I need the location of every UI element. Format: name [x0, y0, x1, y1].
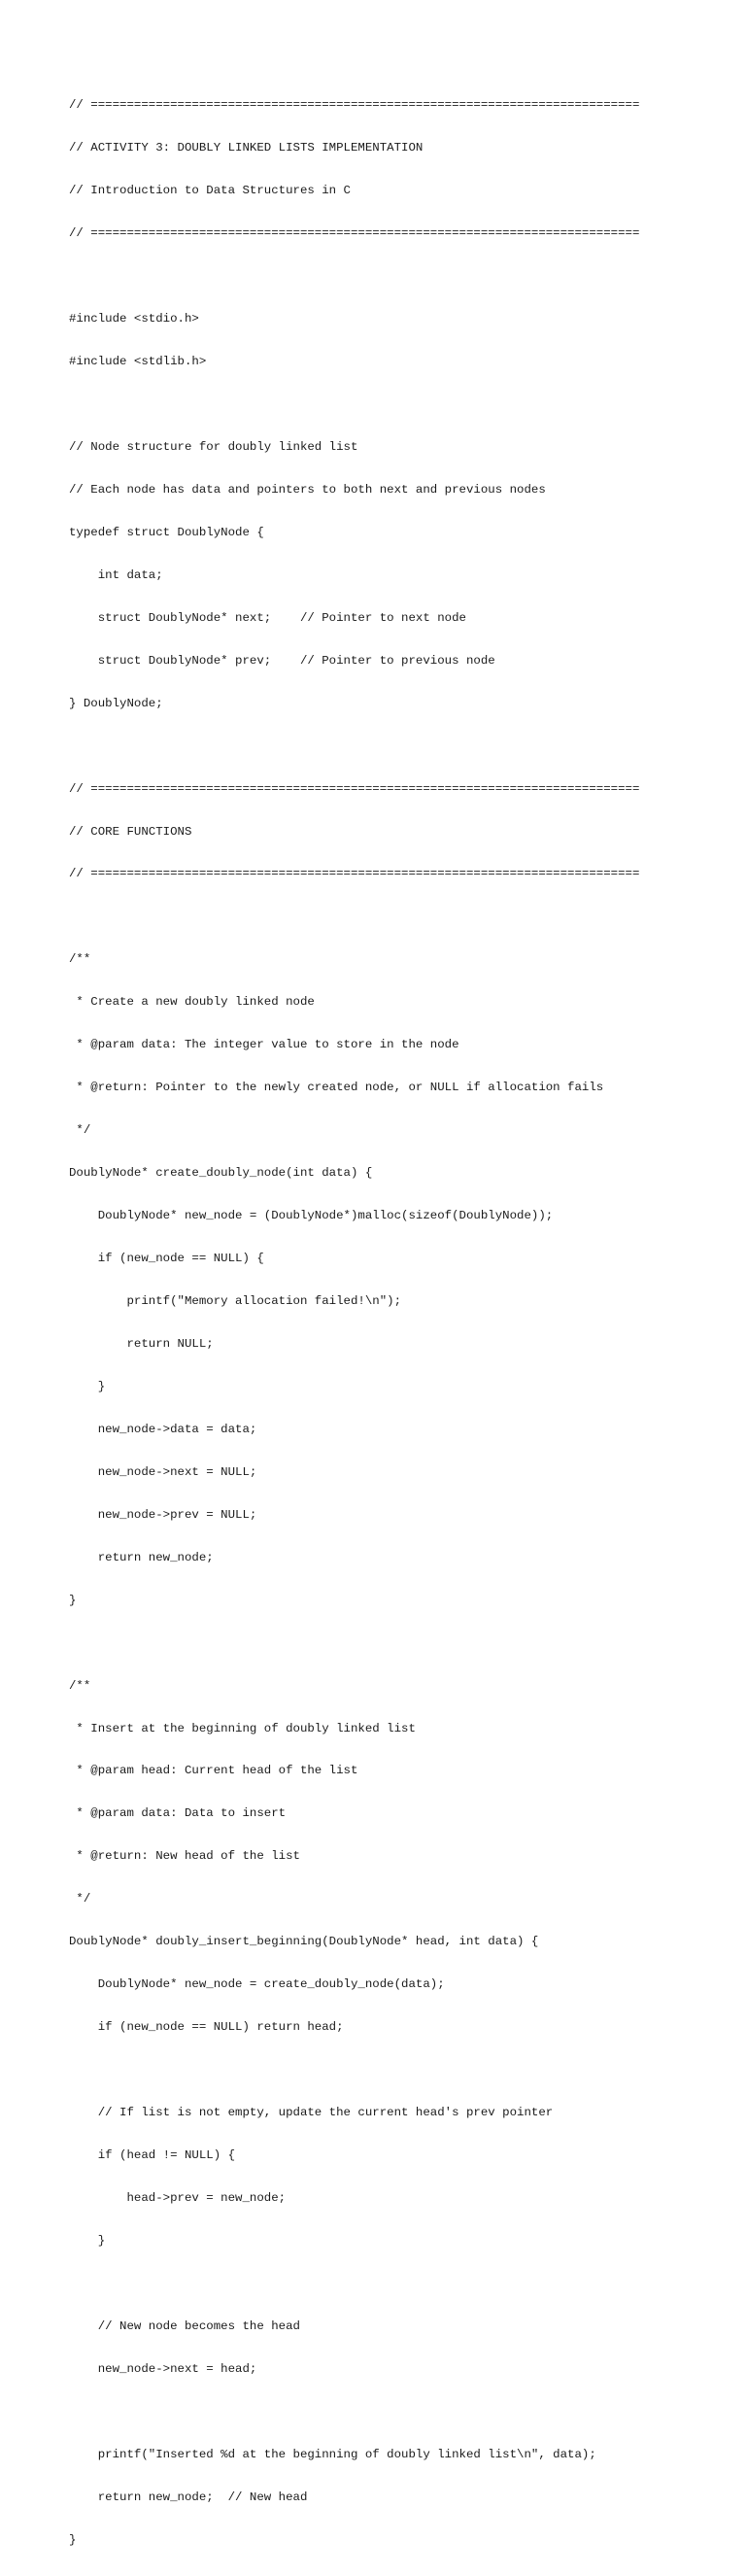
code-line-35: return new_node; — [69, 1550, 214, 1564]
code-line-47 — [69, 2063, 639, 2078]
code-line-37 — [69, 1636, 639, 1651]
code-line-8 — [69, 397, 639, 412]
code-line-39: * Insert at the beginning of doubly linked list — [69, 1721, 416, 1735]
code-line-54: new_node->next = head; — [69, 2361, 257, 2376]
code-line-6: #include <stdio.h> — [69, 312, 199, 326]
code-line-11: typedef struct DoublyNode { — [69, 525, 264, 539]
code-line-21: /** — [69, 952, 91, 967]
code-line-52 — [69, 2277, 639, 2291]
code-line-10: // Each node has data and pointers to both next and previous nodes — [69, 482, 546, 497]
code-line-55 — [69, 2405, 639, 2420]
code-line-1: // ============================================================================ — [69, 98, 640, 113]
code-line-38: /** — [69, 1678, 91, 1693]
code-line-32: new_node->data = data; — [69, 1422, 257, 1436]
code-line-56: printf("Inserted %d at the beginning of doubly linked list\n", data); — [69, 2447, 596, 2461]
code-line-27: DoublyNode* new_node = (DoublyNode*)malloc(sizeof(DoublyNode)); — [69, 1209, 554, 1223]
code-line-31: } — [69, 1379, 106, 1393]
code-line-5 — [69, 269, 639, 284]
code-line-17: // ============================================================================ — [69, 781, 640, 796]
code-line-46: if (new_node == NULL) return head; — [69, 2020, 344, 2035]
code-line-3: // Introduction to Data Structures in C — [69, 184, 351, 198]
code-line-18: // CORE FUNCTIONS — [69, 824, 192, 839]
code-line-41: * @param data: Data to insert — [69, 1806, 287, 1821]
code-line-40: * @param head: Current head of the list — [69, 1764, 358, 1778]
code-line-44: DoublyNode* doubly_insert_beginning(DoublyNode* head, int data) { — [69, 1935, 539, 1949]
code-line-51: } — [69, 2233, 106, 2248]
code-line-12: int data; — [69, 567, 163, 582]
code-line-22: * Create a new doubly linked node — [69, 995, 315, 1010]
code-line-30: return NULL; — [69, 1336, 214, 1351]
source-code-block — [69, 70, 639, 2576]
code-line-58: } — [69, 2532, 77, 2547]
code-line-29: printf("Memory allocation failed!\n"); — [69, 1294, 402, 1308]
code-line-20 — [69, 910, 639, 924]
code-line-53: // New node becomes the head — [69, 2318, 300, 2333]
code-line-25: */ — [69, 1123, 91, 1138]
code-line-4: // ============================================================================ — [69, 226, 640, 241]
code-line-57: return new_node; // New head — [69, 2490, 308, 2504]
code-line-33: new_node->next = NULL; — [69, 1464, 257, 1479]
code-line-36: } — [69, 1593, 77, 1607]
code-line-2: // ACTIVITY 3: DOUBLY LINKED LISTS IMPLEMENTATION — [69, 141, 424, 155]
code-line-24: * @return: Pointer to the newly created node, or NULL if allocation fails — [69, 1081, 604, 1095]
code-line-42: * @return: New head of the list — [69, 1849, 300, 1864]
code-line-50: head->prev = new_node; — [69, 2191, 287, 2206]
code-line-23: * @param data: The integer value to store in the node — [69, 1038, 459, 1052]
code-line-7: #include <stdlib.h> — [69, 355, 207, 369]
code-line-49: if (head != NULL) { — [69, 2148, 236, 2163]
code-line-15: } DoublyNode; — [69, 696, 163, 710]
code-line-45: DoublyNode* new_node = create_doubly_node(data); — [69, 1977, 445, 1992]
code-line-19: // ============================================================================ — [69, 867, 640, 881]
code-line-34: new_node->prev = NULL; — [69, 1507, 257, 1522]
code-line-28: if (new_node == NULL) { — [69, 1252, 264, 1266]
code-line-26: DoublyNode* create_doubly_node(int data) { — [69, 1166, 373, 1181]
code-line-16 — [69, 739, 639, 754]
code-line-13: struct DoublyNode* next; // Pointer to next node — [69, 610, 466, 625]
code-line-9: // Node structure for doubly linked list — [69, 439, 358, 454]
code-line-43: */ — [69, 1892, 91, 1906]
code-line-14: struct DoublyNode* prev; // Pointer to previous node — [69, 653, 495, 668]
code-line-48: // If list is not empty, update the current head's prev pointer — [69, 2106, 554, 2120]
